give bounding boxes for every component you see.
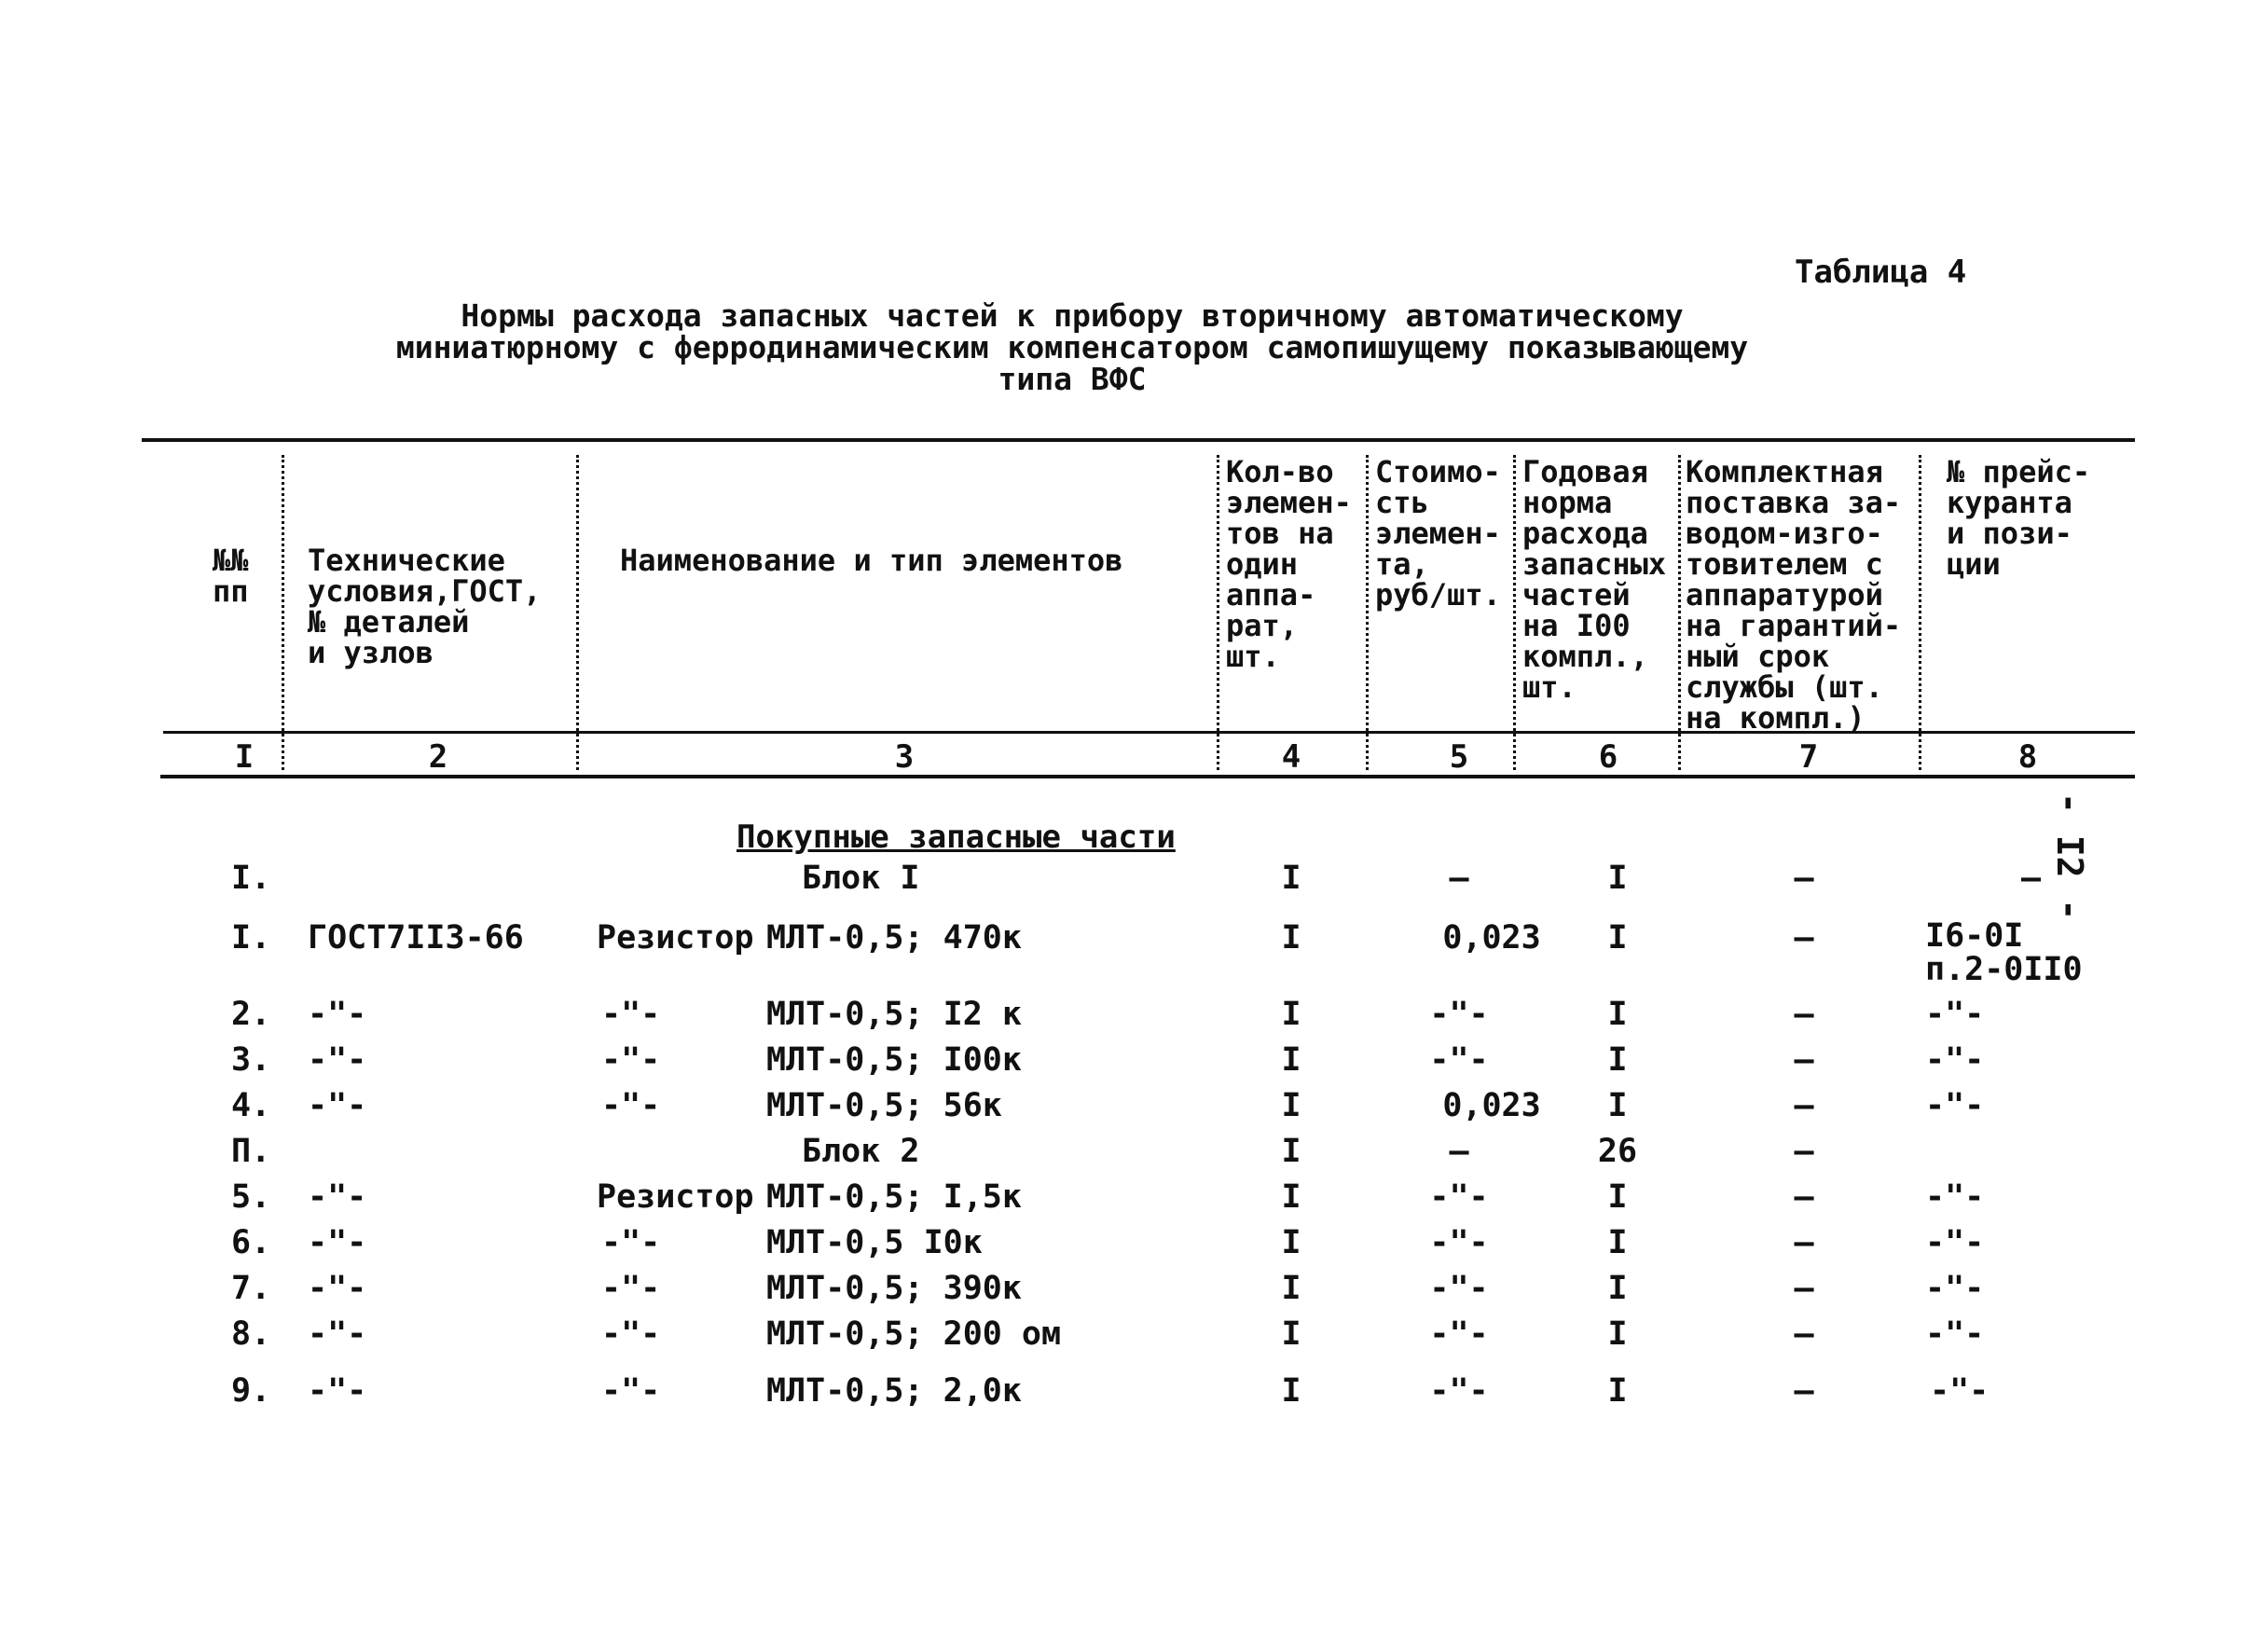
- cell-cost: -"-: [1429, 1224, 1489, 1261]
- cell-annual-norm: I: [1607, 1315, 1628, 1353]
- header-cost: Стоимо- сть элемен- та, руб/шт.: [1375, 454, 1501, 613]
- cell-gost: -"-: [308, 1178, 367, 1216]
- cell-number: 2.: [231, 996, 271, 1033]
- cell-factory-supply: –: [1794, 1270, 1814, 1307]
- column-number: 8: [2017, 738, 2038, 776]
- cell-gost: -"-: [308, 1087, 367, 1124]
- cell-cost: –: [1449, 1133, 1469, 1170]
- cell-cost: 0,023: [1442, 919, 1541, 957]
- cell-number: 8.: [231, 1315, 271, 1353]
- cell-cost: –: [1449, 860, 1469, 897]
- cell-element-kind: Резистор: [597, 919, 754, 957]
- table-title-line-2: миниатюрному с ферродинамическим компенсатором самопишущему показывающему: [395, 329, 1749, 365]
- cell-quantity: I: [1281, 1178, 1301, 1216]
- cell-element-name: МЛТ-0,5; 2,0к: [766, 1372, 1022, 1410]
- cell-number: 7.: [231, 1270, 271, 1307]
- column-separator: [1919, 455, 1921, 770]
- cell-cost: -"-: [1429, 996, 1489, 1033]
- column-number: 3: [894, 738, 915, 776]
- cell-quantity: I: [1281, 996, 1301, 1033]
- cell-price-list: -"-: [1925, 1041, 1985, 1079]
- cell-number: П.: [231, 1133, 271, 1170]
- table-top-rule: [142, 438, 2135, 442]
- cell-quantity: I: [1281, 1270, 1301, 1307]
- cell-quantity: I: [1281, 1087, 1301, 1124]
- column-number: 4: [1281, 738, 1301, 776]
- cell-number: I.: [231, 860, 271, 897]
- cell-element-kind: -"-: [601, 1270, 661, 1307]
- cell-element-kind: -"-: [601, 1087, 661, 1124]
- cell-cost: -"-: [1429, 1315, 1489, 1353]
- cell-price-list: -"-: [1925, 1315, 1985, 1353]
- cell-annual-norm: I: [1607, 1270, 1628, 1307]
- cell-price-list: -"-: [1930, 1372, 1990, 1410]
- cell-gost: -"-: [308, 1315, 367, 1353]
- table-label: Таблица 4: [1795, 254, 1967, 291]
- cell-element-name: МЛТ-0,5; 56к: [766, 1087, 1002, 1124]
- cell-number: 3.: [231, 1041, 271, 1079]
- cell-factory-supply: –: [1794, 919, 1814, 957]
- table-title-line-1: Нормы расхода запасных частей к прибору вторичному автоматическому: [461, 297, 1684, 334]
- cell-annual-norm: I: [1607, 1178, 1628, 1216]
- cell-price-list: I6-0I п.2-0II0: [1925, 917, 2083, 988]
- column-number: I: [234, 738, 255, 776]
- cell-element-name: МЛТ-0,5 I0к: [766, 1224, 983, 1261]
- cell-factory-supply: –: [1794, 1087, 1814, 1124]
- cell-number: 6.: [231, 1224, 271, 1261]
- column-separator: [1366, 455, 1369, 770]
- cell-annual-norm: I: [1607, 1041, 1628, 1079]
- cell-gost: ГОСТ7II3-66: [308, 919, 524, 957]
- cell-quantity: I: [1281, 1372, 1301, 1410]
- cell-price-list: -"-: [1925, 1087, 1985, 1124]
- cell-element-kind: Резистор: [597, 1178, 754, 1216]
- table-title-line-3: типа ВФС: [998, 361, 1147, 397]
- cell-number: 9.: [231, 1372, 271, 1410]
- cell-annual-norm: I: [1607, 919, 1628, 957]
- page-number: - I2 -: [2049, 792, 2090, 921]
- section-title: Покупные запасные части: [737, 819, 1176, 856]
- cell-gost: -"-: [308, 1041, 367, 1079]
- cell-block-name: Блок 2: [802, 1133, 920, 1170]
- cell-factory-supply: –: [1794, 1178, 1814, 1216]
- cell-element-kind: -"-: [601, 996, 661, 1033]
- cell-element-name: МЛТ-0,5; I,5к: [766, 1178, 1022, 1216]
- cell-cost: 0,023: [1442, 1087, 1541, 1124]
- column-number: 6: [1598, 738, 1618, 776]
- cell-factory-supply: –: [1794, 860, 1814, 897]
- cell-annual-norm: I: [1607, 1372, 1628, 1410]
- header-factory-supply: Комплектная поставка за- водом-изго- товителем с аппаратурой на гарантий- ный срок службы (шт. на компл.): [1686, 454, 1902, 736]
- header-element-name: Наименование и тип элементов: [620, 543, 1123, 578]
- cell-annual-norm: I: [1607, 860, 1628, 897]
- cell-block-name: Блок I: [802, 860, 920, 897]
- cell-annual-norm: I: [1607, 996, 1628, 1033]
- cell-cost: -"-: [1429, 1178, 1489, 1216]
- header-price-list: № прейс- куранта и пози- ции: [1947, 454, 2091, 582]
- header-tech-conditions: Технические условия,ГОСТ, № деталей и узлов: [308, 543, 542, 670]
- cell-factory-supply: –: [1794, 1372, 1814, 1410]
- cell-quantity: I: [1281, 1041, 1301, 1079]
- cell-quantity: I: [1281, 1133, 1301, 1170]
- cell-price-list: -"-: [1925, 1178, 1985, 1216]
- cell-cost: -"-: [1429, 1372, 1489, 1410]
- cell-element-kind: -"-: [601, 1315, 661, 1353]
- cell-factory-supply: –: [1794, 1315, 1814, 1353]
- cell-price-list: -"-: [1925, 1270, 1985, 1307]
- cell-cost: -"-: [1429, 1270, 1489, 1307]
- cell-number: 4.: [231, 1087, 271, 1124]
- cell-element-name: МЛТ-0,5; 470к: [766, 919, 1022, 957]
- cell-cost: -"-: [1429, 1041, 1489, 1079]
- cell-element-name: МЛТ-0,5; 390к: [766, 1270, 1022, 1307]
- header-quantity: Кол-во элемен- тов на один аппа- рат, шт.: [1226, 454, 1352, 674]
- cell-quantity: I: [1281, 919, 1301, 957]
- header-annual-norm: Годовая норма расхода запасных частей на I00 компл., шт.: [1522, 454, 1667, 705]
- cell-price-list: -"-: [1925, 996, 1985, 1033]
- column-separator: [282, 455, 284, 770]
- cell-price-list: -"-: [1925, 1224, 1985, 1261]
- column-separator: [1513, 455, 1516, 770]
- cell-annual-norm: I: [1607, 1087, 1628, 1124]
- cell-number: 5.: [231, 1178, 271, 1216]
- column-separator: [1678, 455, 1681, 770]
- cell-price-list: –: [2021, 860, 2042, 897]
- cell-factory-supply: –: [1794, 996, 1814, 1033]
- cell-annual-norm: 26: [1597, 1133, 1638, 1170]
- cell-factory-supply: –: [1794, 1224, 1814, 1261]
- column-number: 7: [1798, 738, 1819, 776]
- cell-gost: -"-: [308, 1270, 367, 1307]
- cell-quantity: I: [1281, 1224, 1301, 1261]
- cell-quantity: I: [1281, 860, 1301, 897]
- column-number: 5: [1449, 738, 1469, 776]
- column-number: 2: [428, 738, 448, 776]
- cell-gost: -"-: [308, 1224, 367, 1261]
- cell-annual-norm: I: [1607, 1224, 1628, 1261]
- cell-element-name: МЛТ-0,5; 200 ом: [766, 1315, 1062, 1353]
- cell-factory-supply: –: [1794, 1041, 1814, 1079]
- cell-number: I.: [231, 919, 271, 957]
- cell-element-kind: -"-: [601, 1372, 661, 1410]
- cell-gost: -"-: [308, 1372, 367, 1410]
- header-row-number: №№ пп: [213, 543, 249, 609]
- cell-gost: -"-: [308, 996, 367, 1033]
- column-separator: [576, 455, 579, 770]
- cell-element-kind: -"-: [601, 1041, 661, 1079]
- cell-element-kind: -"-: [601, 1224, 661, 1261]
- column-separator: [1217, 455, 1219, 770]
- cell-quantity: I: [1281, 1315, 1301, 1353]
- cell-element-name: МЛТ-0,5; I00к: [766, 1041, 1022, 1079]
- cell-factory-supply: –: [1794, 1133, 1814, 1170]
- cell-element-name: МЛТ-0,5; I2 к: [766, 996, 1022, 1033]
